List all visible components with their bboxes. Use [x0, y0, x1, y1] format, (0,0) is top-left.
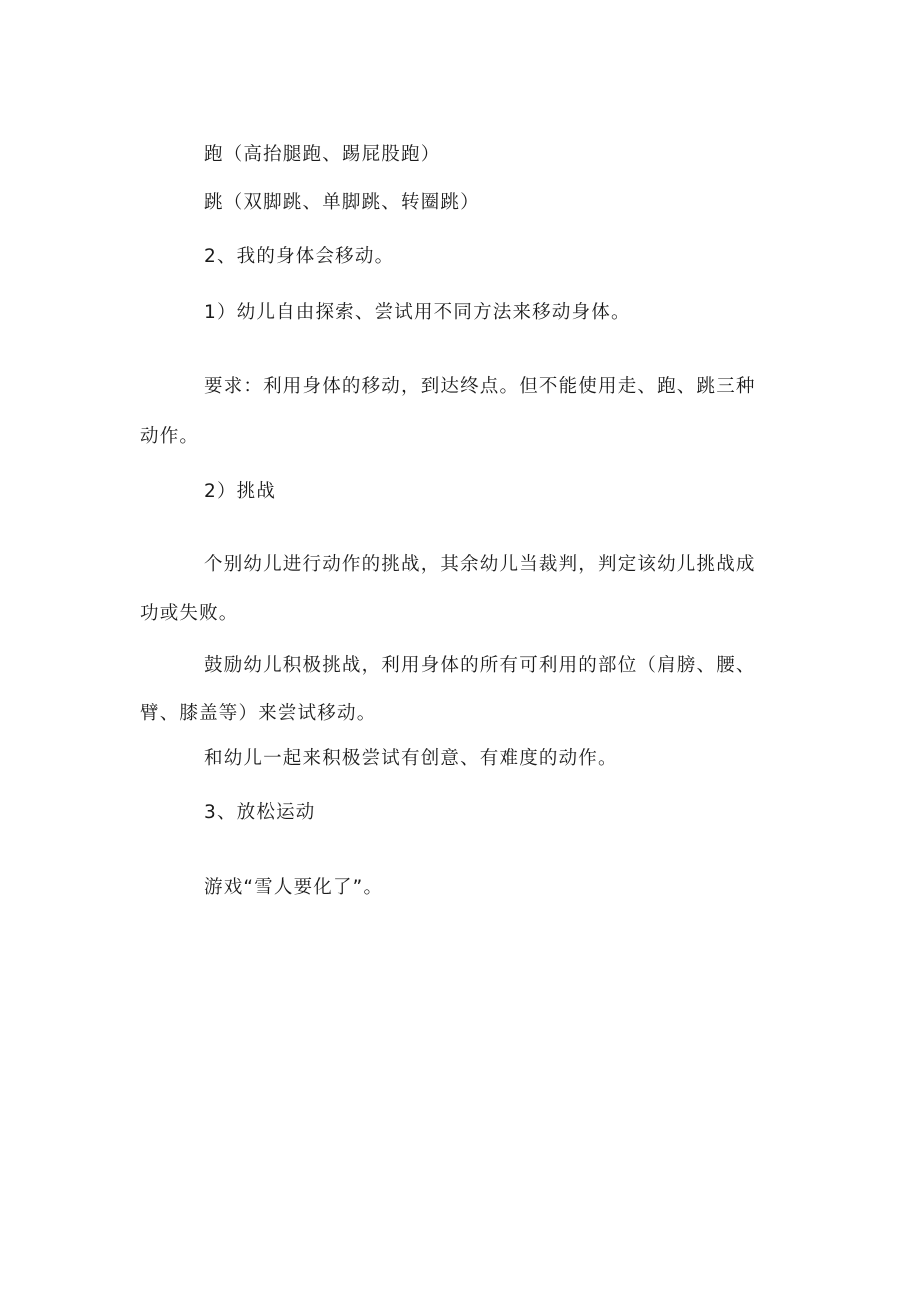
- paragraph-jump-types: 跳（双脚跳、单脚跳、转圈跳）: [204, 192, 480, 213]
- paragraph-challenge-line2: 功或失败。: [140, 603, 239, 624]
- subsection-free-explore: 1）幼儿自由探索、尝试用不同方法来移动身体。: [204, 302, 631, 323]
- section-heading-body-move: 2、我的身体会移动。: [204, 246, 395, 267]
- paragraph-game: 游戏“雪人要化了”。: [204, 877, 384, 898]
- paragraph-run-types: 跑（高抬腿跑、踢屁股跑）: [204, 144, 441, 165]
- paragraph-encourage-line1: 鼓励幼儿积极挑战，利用身体的所有可利用的部位（肩膀、腰、: [204, 655, 756, 676]
- section-heading-relax: 3、放松运动: [204, 802, 316, 823]
- subsection-challenge: 2）挑战: [204, 481, 277, 502]
- paragraph-encourage-line2: 臂、膝盖等）来尝试移动。: [140, 703, 377, 724]
- paragraph-requirement-line1: 要求：利用身体的移动，到达终点。但不能使用走、跑、跳三种: [204, 376, 756, 397]
- paragraph-together: 和幼儿一起来积极尝试有创意、有难度的动作。: [204, 748, 618, 769]
- paragraph-challenge-line1: 个别幼儿进行动作的挑战，其余幼儿当裁判，判定该幼儿挑战成: [204, 554, 756, 575]
- paragraph-requirement-line2: 动作。: [140, 426, 200, 447]
